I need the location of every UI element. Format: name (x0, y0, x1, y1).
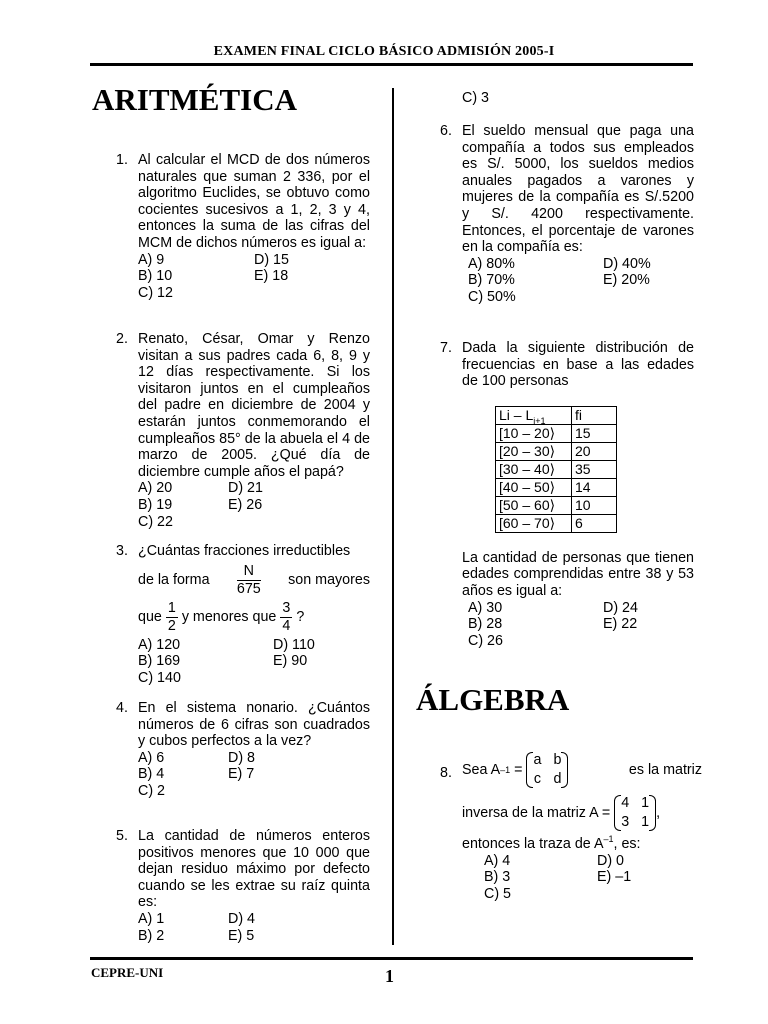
page-number: 1 (385, 966, 394, 986)
question-text: Dada la siguiente distribución de frecuencias en base a las edades de 100 personas (462, 340, 694, 390)
table-cell-interval: [40 – 50⟩ (496, 478, 572, 496)
table-cell-interval: [20 – 30⟩ (496, 442, 572, 460)
footer-label: CEPRE-UNI (91, 965, 164, 980)
answer-options (462, 853, 654, 903)
answer-options (462, 256, 694, 306)
option-e: E) 7 (228, 766, 255, 783)
option-b: B) 169 (138, 653, 181, 670)
question-4 (116, 700, 370, 800)
option-d: D) 4 (228, 910, 256, 927)
answer-options (138, 750, 370, 800)
option-d: D) 15 (254, 251, 289, 268)
question-text: ? (296, 608, 305, 625)
table-row (496, 442, 617, 460)
question-number: 2. (116, 331, 128, 347)
option-c: C) 3 (462, 90, 490, 106)
table-row (496, 424, 617, 442)
option-d: D) 21 (228, 480, 263, 497)
option-d: D) 40% (603, 255, 651, 272)
option-d: D) 110 (273, 636, 315, 653)
option-c: C) 26 (468, 632, 503, 649)
table-cell-interval: [50 – 60⟩ (496, 496, 572, 514)
option-a: A) 9 (138, 251, 165, 268)
question-1 (116, 152, 370, 301)
question-text: La cantidad de personas que tienen edades comprendidas entre 38 y 53 años es igual a: (462, 549, 694, 599)
matrix-a: 4 1 3 1 (614, 795, 656, 831)
answer-options (138, 911, 370, 944)
answer-options (138, 480, 370, 530)
option-e: E) 20% (603, 272, 650, 289)
question-text: El sueldo mensual que paga una compañía a todos sus empleados es S/. 5000, los sueldos medios anuales pagados a varones y mujeres de la compañía es S/.5200 y S/. 4200 respectivamente. Entonces, el porcentaje de varones en la compañía es: (462, 123, 694, 256)
table-row (496, 478, 617, 496)
option-a: A) 4 (484, 852, 511, 869)
table-cell-interval: [60 – 70⟩ (496, 514, 572, 532)
question-7 (440, 340, 694, 649)
question-text: son mayores (288, 571, 370, 588)
table-cell-fi: 14 (572, 478, 617, 496)
question-number: 5. (116, 828, 128, 844)
table-cell-fi: 35 (572, 460, 617, 478)
option-a: A) 80% (468, 255, 515, 272)
option-b: B) 3 (484, 869, 511, 886)
option-b: B) 28 (468, 616, 503, 633)
option-e: E) 18 (254, 268, 289, 285)
question-text: ¿Cuántas fracciones irreductibles (138, 543, 351, 559)
option-a: A) 20 (138, 480, 173, 497)
question-text: inversa de la matriz A = (462, 804, 615, 821)
table-cell-fi: 10 (572, 496, 617, 514)
question-text: de la forma (138, 571, 210, 588)
option-c: C) 5 (484, 885, 512, 902)
option-e: E) 5 (228, 927, 255, 944)
option-b: B) 10 (138, 268, 173, 285)
table-row (496, 460, 617, 478)
option-e: E) 26 (228, 496, 263, 513)
question-number: 6. (440, 123, 452, 139)
option-b: B) 70% (468, 272, 515, 289)
question-text: que (138, 608, 162, 625)
answer-options (138, 637, 370, 687)
question-text: La cantidad de números enteros positivos menores que 10 000 que dejan residuo máximo por defecto cuando se les extrae su raíz quinta es: (138, 828, 370, 911)
option-e: E) 90 (273, 653, 308, 670)
question-text: Al calcular el MCD de dos números naturales que suman 2 336, por el algoritmo Euclides, se obtuvo como cocientes sucesivos a 1, 2, 3 y 4, entonces la suma de las cifras del MCM de dichos números es igual a: (138, 152, 370, 251)
option-d: D) 0 (597, 852, 625, 869)
answer-options (462, 600, 694, 650)
question-number: 1. (116, 152, 128, 168)
table-cell-fi: 20 (572, 442, 617, 460)
table-row (496, 496, 617, 514)
section-title-aritmetica: ARITMÉTICA (92, 82, 297, 117)
option-c: C) 50% (468, 288, 516, 305)
table-cell-fi: 15 (572, 424, 617, 442)
table-cell-fi: 6 (572, 514, 617, 532)
question-6 (440, 123, 694, 306)
table-row (496, 514, 617, 532)
section-title-algebra: ÁLGEBRA (416, 682, 570, 717)
option-b: B) 4 (138, 766, 165, 783)
option-c: C) 22 (138, 513, 173, 530)
question-number: 3. (116, 543, 128, 559)
question-2 (116, 331, 370, 530)
table-cell-interval: [10 – 20⟩ (496, 424, 572, 442)
question-text: Renato, César, Omar y Renzo visitan a sus padres cada 6, 8, 9 y 12 días respectivamente. Si los visitaron juntos en el cumpleaños del padre en diciembre de 2004 y estarán juntos conmemorando el cumpleaños 85° de la abuela el 4 de marzo de 2005. ¿Qué día de diciembre cumple años el papá? (138, 331, 370, 480)
option-a: A) 30 (468, 599, 503, 616)
frequency-table (495, 406, 617, 533)
table-header-row (496, 406, 617, 424)
question-number: 4. (116, 700, 128, 716)
option-d: D) 24 (603, 599, 638, 616)
header-rule (90, 63, 693, 66)
option-d: D) 8 (228, 749, 256, 766)
question-text: En el sistema nonario. ¿Cuántos números de 6 cifras son cuadrados y cubos perfectos a la vez? (138, 700, 370, 750)
option-e: E) 22 (603, 616, 638, 633)
fraction-three-quarters: $\frac{3}{4}$ (282, 599, 291, 634)
question-5-continued (462, 90, 694, 107)
fraction-n-over-675: $\frac{N}{675}$ (236, 562, 261, 597)
option-c: C) 2 (138, 782, 166, 799)
fraction-one-half: $\frac{1}{2}$ (167, 599, 176, 634)
inverse-matrix: a b c d (526, 752, 568, 788)
question-5 (116, 828, 370, 944)
option-b: B) 2 (138, 927, 165, 944)
question-text: y menores que (181, 608, 277, 625)
footer-rule (90, 957, 693, 960)
table-header-interval: Li – $L_{i+1}$ (496, 406, 572, 424)
option-b: B) 19 (138, 496, 173, 513)
question-text: Sea A (462, 761, 501, 778)
option-a: A) 1 (138, 910, 165, 927)
question-number: 7. (440, 340, 452, 356)
question-3 (116, 543, 370, 686)
table-header-fi: fi (572, 406, 617, 424)
option-a: A) 6 (138, 749, 165, 766)
table-cell-interval: [30 – 40⟩ (496, 460, 572, 478)
exam-header: EXAMEN FINAL CICLO BÁSICO ADMISIÓN 2005-I (213, 44, 555, 59)
question-8: 8. Sea A –1 = a b c d es la matriz inversa de la matriz A = 4 1 3 1 , entonces la traza de $A^{-1}$, es: A) 4 D) 0 B) 3 E) –1 C) 5 (440, 752, 702, 902)
column-divider (392, 88, 394, 945)
answer-options (138, 252, 370, 302)
option-c: C) 140 (138, 669, 181, 686)
question-number: 8. (440, 765, 452, 781)
option-a: A) 120 (138, 636, 181, 653)
question-text: entonces la traza de $A^{-1}$, es: (462, 834, 641, 852)
option-c: C) 12 (138, 284, 173, 301)
question-text: es la matriz (628, 761, 702, 778)
option-e: E) –1 (597, 869, 632, 886)
